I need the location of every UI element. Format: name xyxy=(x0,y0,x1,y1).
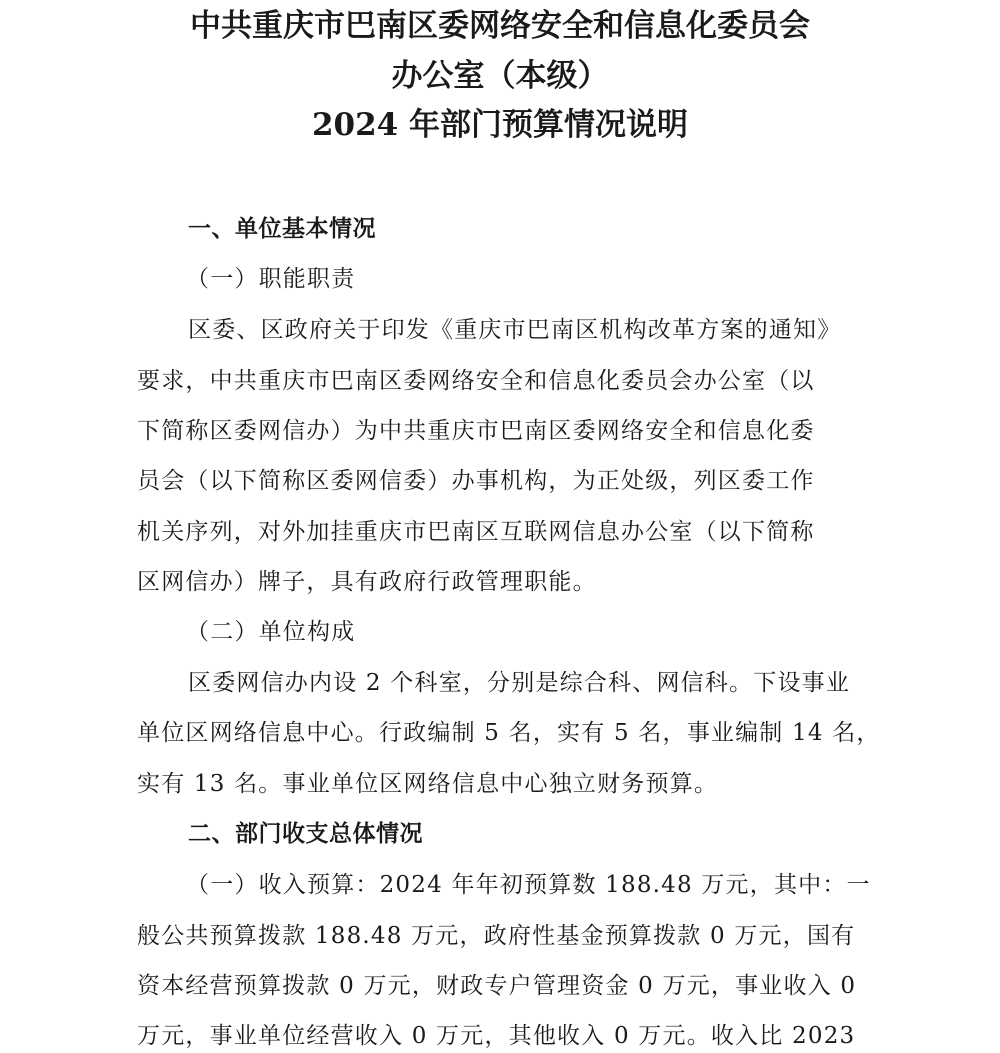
section-heading-budget-overview: 二、部门收支总体情况 xyxy=(188,821,423,847)
document-title-line-3: 2024 年部门预算情况说明 xyxy=(311,107,689,143)
paragraph-line: 区委、区政府关于印发《重庆市巴南区机构改革方案的通知》 xyxy=(188,317,842,343)
paragraph-line: 般公共预算拨款 188.48 万元，政府性基金预算拨款 0 万元，国有 xyxy=(137,923,856,949)
section-heading-basic-info: 一、单位基本情况 xyxy=(188,216,376,242)
paragraph-line: 员会（以下简称区委网信委）办事机构，为正处级，列区委工作 xyxy=(137,468,815,494)
subsection-heading-duties: （一）职能职责 xyxy=(186,266,356,292)
paragraph-line: 资本经营预算拨款 0 万元，财政专户管理资金 0 万元，事业收入 0 xyxy=(137,973,857,999)
paragraph-line: 要求，中共重庆市巴南区委网络安全和信息化委员会办公室（以 xyxy=(137,368,815,394)
document-title-line-1: 中共重庆市巴南区委网络安全和信息化委员会 xyxy=(190,8,810,44)
paragraph-line: 实有 13 名。事业单位区网络信息中心独立财务预算。 xyxy=(137,771,719,797)
paragraph-line: （一）收入预算：2024 年年初预算数 188.48 万元，其中：一 xyxy=(186,872,871,898)
paragraph-line: 区委网信办内设 2 个科室，分别是综合科、网信科。下设事业 xyxy=(188,670,851,696)
paragraph-line: 区网信办）牌子，具有政府行政管理职能。 xyxy=(137,569,597,595)
paragraph-line: 单位区网络信息中心。行政编制 5 名，实有 5 名，事业编制 14 名， xyxy=(137,720,881,746)
document-title-line-2: 办公室（本级） xyxy=(391,58,609,94)
subsection-heading-composition: （二）单位构成 xyxy=(186,619,356,645)
paragraph-line: 万元，事业单位经营收入 0 万元，其他收入 0 万元。收入比 2023 xyxy=(137,1023,856,1049)
paragraph-line: 机关序列，对外加挂重庆市巴南区互联网信息办公室（以下简称 xyxy=(137,519,815,545)
paragraph-line: 下简称区委网信办）为中共重庆市巴南区委网络安全和信息化委 xyxy=(137,418,815,444)
